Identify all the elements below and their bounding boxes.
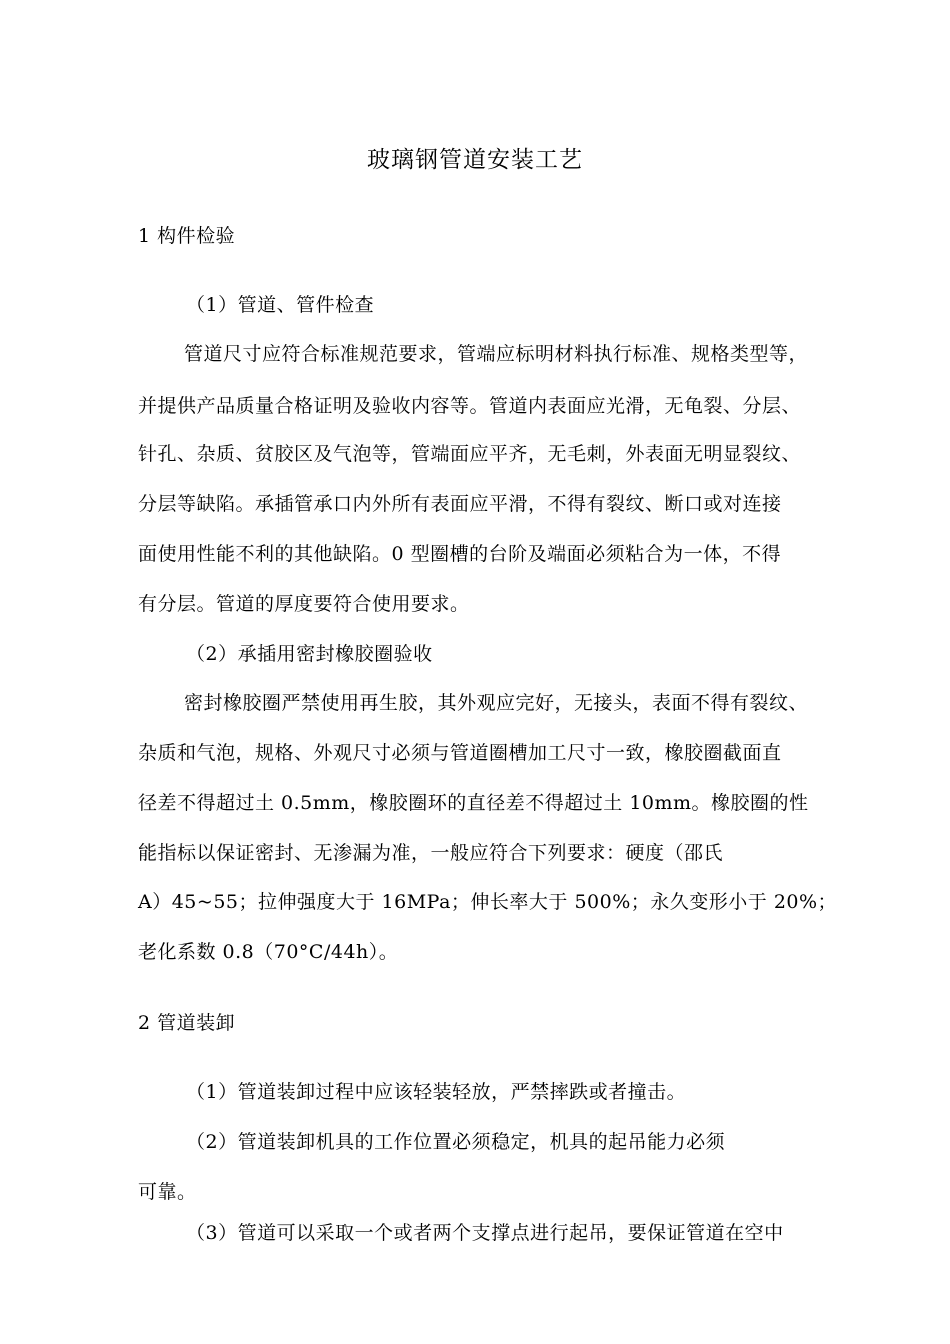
document-title: 玻璃钢管道安装工艺 bbox=[367, 147, 583, 173]
paragraph-line: 老化系数 0.8（70°C/44h）。 bbox=[138, 941, 399, 963]
subsection-heading-1-2: （2）承插用密封橡胶圈验收 bbox=[186, 643, 433, 665]
paragraph-line: 面使用性能不利的其他缺陷。0 型圈槽的台阶及端面必须粘合为一体，不得 bbox=[138, 543, 782, 565]
list-item-continuation: 可靠。 bbox=[138, 1181, 197, 1203]
list-item: （1）管道装卸过程中应该轻装轻放，严禁摔跌或者撞击。 bbox=[186, 1081, 687, 1103]
paragraph-line: 分层等缺陷。承插管承口内外所有表面应平滑，不得有裂纹、断口或对连接 bbox=[138, 493, 782, 515]
subsection-heading-1-1: （1）管道、管件检查 bbox=[186, 294, 375, 316]
paragraph-line: 针孔、杂质、贫胶区及气泡等，管端面应平齐，无毛刺，外表面无明显裂纹、 bbox=[138, 443, 802, 465]
paragraph-line: 能指标以保证密封、无渗漏为准，一般应符合下列要求：硬度（邵氏 bbox=[138, 842, 724, 864]
section-heading-2: 2 管道装卸 bbox=[138, 1012, 236, 1034]
paragraph-line: 并提供产品质量合格证明及验收内容等。管道内表面应光滑，无龟裂、分层、 bbox=[138, 395, 802, 417]
paragraph-line: 密封橡胶圈严禁使用再生胶，其外观应完好，无接头，表面不得有裂纹、 bbox=[184, 692, 809, 714]
paragraph-line: A）45~55；拉伸强度大于 16MPa；伸长率大于 500%；永久变形小于 20%； bbox=[138, 891, 838, 913]
section-heading-1: 1 构件检验 bbox=[138, 225, 236, 247]
paragraph-line: 有分层。管道的厚度要符合使用要求。 bbox=[138, 593, 470, 615]
list-item: （2）管道装卸机具的工作位置必须稳定，机具的起吊能力必须 bbox=[186, 1131, 726, 1153]
paragraph-line: 管道尺寸应符合标准规范要求，管端应标明材料执行标准、规格类型等， bbox=[184, 343, 809, 365]
list-item: （3）管道可以采取一个或者两个支撑点进行起吊，要保证管道在空中 bbox=[186, 1222, 784, 1244]
paragraph-line: 杂质和气泡，规格、外观尺寸必须与管道圈槽加工尺寸一致，橡胶圈截面直 bbox=[138, 742, 782, 764]
paragraph-line: 径差不得超过土 0.5mm，橡胶圈环的直径差不得超过土 10mm。橡胶圈的性 bbox=[138, 792, 809, 814]
